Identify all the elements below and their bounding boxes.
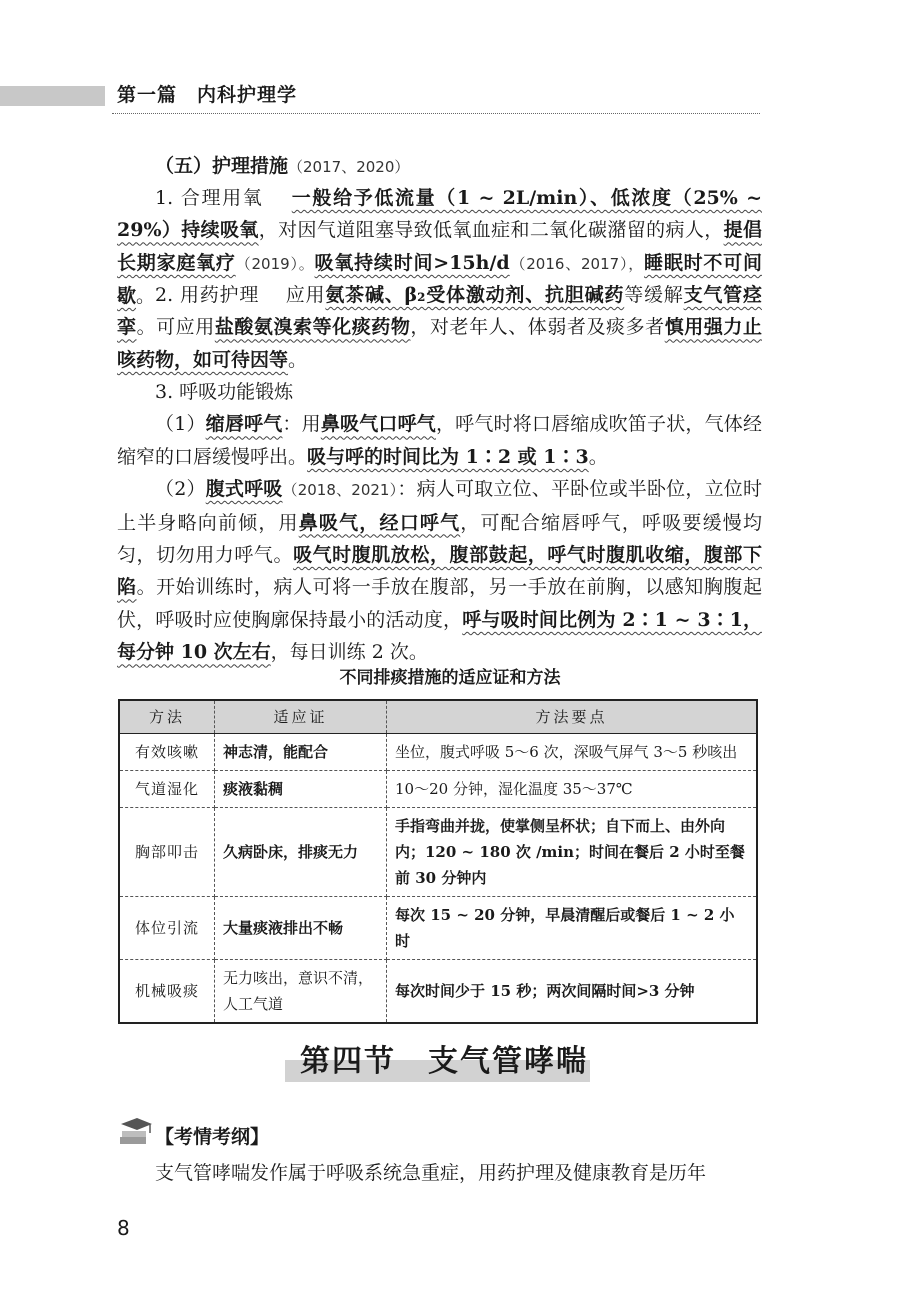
points-cell: 坐位，腹式呼吸 5～6 次，深吸气屏气 3～5 秒咳出 <box>387 734 758 771</box>
table-row <box>119 734 757 771</box>
points-cell: 10～20 分钟，湿化温度 35～37℃ <box>387 771 758 808</box>
item3-p2-key: 鼻吸气，经口呼气 <box>298 511 461 534</box>
item2-end: 。 <box>288 348 308 371</box>
table-row <box>119 897 757 960</box>
item1-text: ，对因气道阻塞导致低氧血症和二氧化碳潴留的病人， <box>258 219 724 242</box>
item3-p2-key-3: 呼与吸时间比例为 2∶1 ~ 3∶1，每分钟 10 次左右 <box>117 608 762 664</box>
item1-key-text-3: 吸氧持续时间>15h/d <box>314 251 510 274</box>
item3-p2-text-3: 。开始训练时，病人可将一手放在腹部，另一手放在前胸，以感知胸腹起伏，呼吸时应使胸廓保持最小的活动度， <box>117 576 762 631</box>
item2-label: 2. 用药护理 <box>155 284 260 306</box>
exam-outline-label: 【考情考纲】 <box>155 1126 270 1148</box>
points-cell: 每次时间少于 15 秒；两次间隔时间>3 分钟 <box>387 960 758 1024</box>
points-cell: 每次 15 ~ 20 分钟，早晨清醒后或餐后 1 ~ 2 小时 <box>387 897 758 960</box>
table-header: 方法 <box>119 700 215 734</box>
page-number: 8 <box>117 1216 130 1240</box>
item3-p2-text-2: ，可配合缩唇呼气，呼吸要缓慢均匀，切勿用力呼气。 <box>117 511 762 567</box>
item1-years: （2019）。 <box>235 254 315 273</box>
table-row <box>119 771 757 808</box>
item3-p1-num: （1） <box>155 413 206 436</box>
item3-p1-end: 。 <box>588 445 608 468</box>
item2-text: 应用 <box>285 284 326 306</box>
item1-key-text: 一般给予低流量（1 ~ 2L/min）、低浓度（25% ~ 29%）持续吸氧 <box>117 187 762 242</box>
method-cell: 机械吸痰 <box>119 960 215 1024</box>
heading-years: （2017、2020） <box>288 158 410 176</box>
section-title: 第四节 支气管哮喘 <box>300 1044 588 1079</box>
pursed-lip-term: 缩唇呼气 <box>205 413 283 436</box>
item3-p2-end: ，每日训练 2 次。 <box>270 641 428 664</box>
graduation-cap-icon <box>117 1115 155 1153</box>
indication-cell: 痰液黏稠 <box>215 771 387 808</box>
item1-key-text-2: 提倡长期家庭氧疗 <box>117 219 762 274</box>
item2-text-4: ，对老年人、体弱者及痰多者 <box>410 316 665 339</box>
item2-key-text-2: 支气管痉挛 <box>117 284 762 339</box>
item3-p1-key: 鼻吸气口呼气 <box>320 413 436 436</box>
item3-p1-text-2: ，呼气时将口唇缩成吹笛子状，气体经缩窄的口唇缓慢呼出。 <box>117 413 762 468</box>
item-breathing <box>117 376 762 669</box>
chapter-title: 第一篇 内科护理学 <box>117 84 298 106</box>
table-header: 方法要点 <box>387 700 758 734</box>
item-medication <box>117 279 762 376</box>
table-row <box>119 808 757 897</box>
method-cell: 胸部叩击 <box>119 808 215 897</box>
abdominal-breathing-term: 腹式呼吸 <box>205 478 283 501</box>
indication-cell: 无力咳出，意识不清，人工气道 <box>215 960 387 1024</box>
exam-text: 支气管哮喘发作属于呼吸系统急重症，用药护理及健康教育是历年 <box>155 1162 707 1184</box>
table-title: 不同排痰措施的适应证和方法 <box>339 668 561 688</box>
table-header-row <box>119 700 757 734</box>
table-header: 适应证 <box>215 700 387 734</box>
indication-cell: 大量痰液排出不畅 <box>215 897 387 960</box>
header-bar <box>0 86 105 106</box>
indication-cell: 久病卧床，排痰无力 <box>215 808 387 897</box>
item1-key-text-4: 睡眠时不可间歇 <box>117 251 762 308</box>
item2-key-text-4: 慎用强力止咳药物，如可待因等 <box>117 316 762 371</box>
item3-label: 3. 呼吸功能锻炼 <box>155 381 294 403</box>
item2-key-text-3: 盐酸氨溴索等化痰药物 <box>214 316 411 339</box>
item3-p2-key-2: 吸气时腹肌放松，腹部鼓起，呼气时腹肌收缩，腹部下陷 <box>117 544 762 599</box>
item1-end: 。 <box>136 285 156 308</box>
table-row <box>119 960 757 1024</box>
item2-key-text: 氨茶碱、β₂受体激动剂、抗胆碱药 <box>325 284 625 306</box>
exam-paragraph <box>117 1157 762 1189</box>
method-cell: 体位引流 <box>119 897 215 960</box>
method-cell: 气道湿化 <box>119 771 215 808</box>
nursing-measures-heading: （五）护理措施 <box>155 155 289 177</box>
section-heading <box>117 150 762 183</box>
item3-p2-num: （2） <box>155 478 206 501</box>
item3-p2-text: ：病人可取立位、平卧位或半卧位，立位时上半身略向前倾，用 <box>117 478 762 534</box>
item2-text-3: 。可应用 <box>136 316 215 339</box>
item1-label: 1. 合理用氧 <box>155 187 264 209</box>
item3-p1-key-2: 吸与呼的时间比为 1∶2 或 1∶3 <box>307 445 589 468</box>
header-rule <box>112 113 760 114</box>
item2-text-2: 等缓解 <box>624 284 684 306</box>
item1-years-2: （2016、2017）， <box>509 254 645 273</box>
item3-p2-years: （2018、2021） <box>282 481 398 500</box>
points-cell: 手指弯曲并拢，使掌侧呈杯状；自下而上、由外向内；120 ~ 180 次 /min；时间在餐后 2 小时至餐前 30 分钟内 <box>387 808 758 897</box>
indication-cell: 神志清，能配合 <box>215 734 387 771</box>
item3-p1-text: ：用 <box>282 413 321 436</box>
method-cell: 有效咳嗽 <box>119 734 215 771</box>
sputum-methods-table <box>118 699 758 1024</box>
